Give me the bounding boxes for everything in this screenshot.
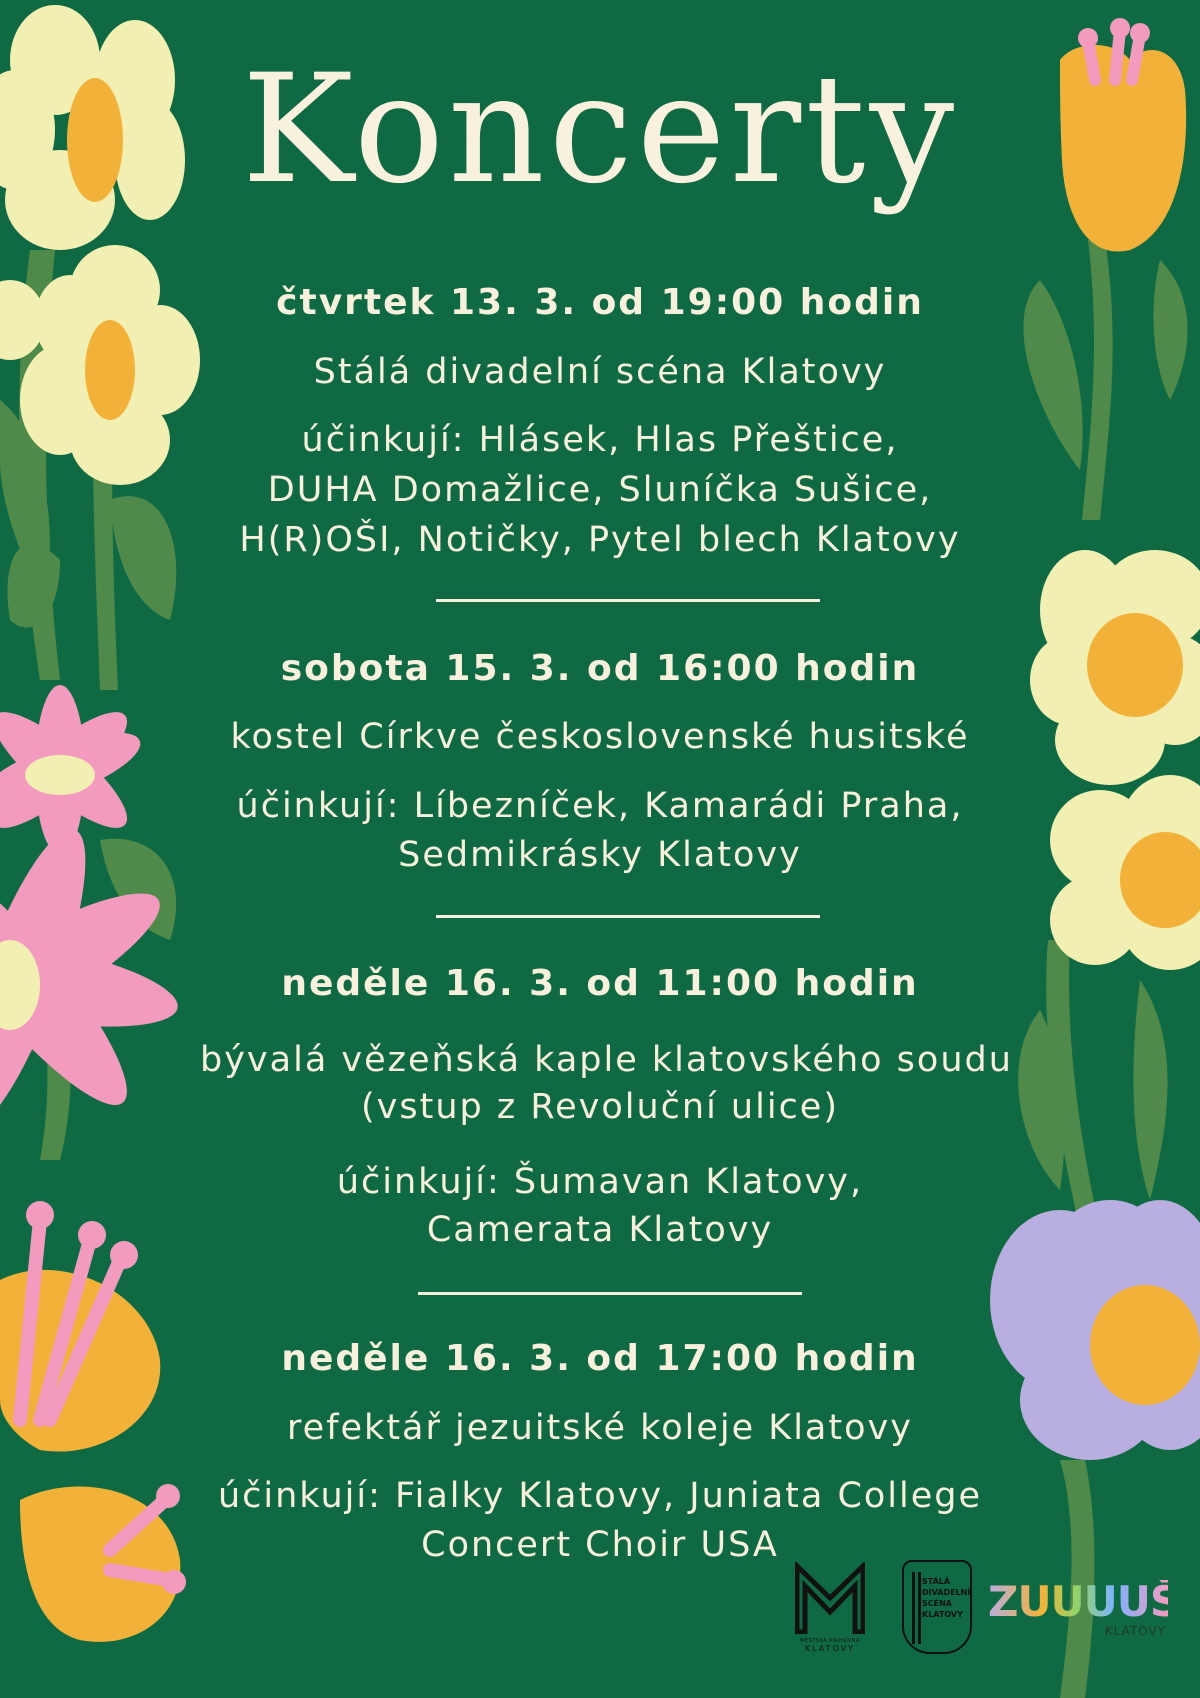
event-1-performers-line-2: DUHA Domažlice, Sluníčka Sušice, [267,470,933,510]
event-4-performers-line-1: účinkují: Fialky Klatovy, Juniata College [217,1476,983,1516]
event-1-venue: Stálá divadelní scéna Klatovy [313,352,887,392]
theatre-logo-line-4: KLATOVY [922,1610,963,1619]
event-3-venue-line-2: (vstup z Revoluční ulice) [361,1087,839,1127]
theatre-logo-pencil-icon [912,1572,915,1644]
event-3-heading: neděle 16. 3. od 11:00 hodin [281,963,919,1004]
poster-title: Koncerty [241,43,959,217]
event-4-venue: refektář jezuitské koleje Klatovy [287,1408,913,1448]
zuuuus-logo-sub: KLATOVY [1104,1624,1166,1638]
zuuuus-logo-word: ZUUUUŠ [988,1577,1180,1626]
zuuuus-logo [988,1577,1180,1650]
divider-1 [436,599,820,602]
theatre-logo-line-3: SCÉNA [922,1599,952,1608]
event-2-performers-line-2: Sedmikrásky Klatovy [398,835,802,875]
theatre-logo-line-1: STÁLÁ [922,1577,951,1586]
right-cream-daisy-top [1030,550,1200,785]
left-cream-daisy-top [0,5,185,250]
event-3-performers-line-1: účinkují: Šumavan Klatovy, [336,1162,864,1202]
right-yellow-tulip [1060,18,1186,252]
event-2-heading: sobota 15. 3. od 16:00 hodin [280,648,920,689]
library-logo-caption-1: MĚSTSKÁ KNIHOVNA [800,1638,860,1644]
library-logo-mark-icon [795,1562,865,1634]
event-4-performers-line-2: Concert Choir USA [421,1525,779,1565]
event-3-performers-line-2: Camerata Klatovy [426,1210,774,1250]
library-logo [795,1562,865,1654]
event-1-heading: čtvrtek 13. 3. od 19:00 hodin [276,282,924,323]
event-4-heading: neděle 16. 3. od 17:00 hodin [281,1338,919,1379]
event-3-venue-line-1: bývalá vězeňská kaple klatovského soudu [200,1040,1013,1080]
library-logo-caption-2: KLATOVY [804,1644,856,1653]
right-cream-daisy-middle [1050,775,1200,970]
theatre-logo-line-2: DIVADELNÍ [922,1588,971,1597]
divider-2 [436,915,820,918]
event-1-performers-line-3: H(R)OŠI, Notičky, Pytel blech Klatovy [239,520,961,560]
event-1-performers-line-1: účinkují: Hlásek, Hlas Přeštice, [301,420,899,460]
event-2-performers-line-1: účinkují: Líbezníček, Kamarádi Praha, [236,786,964,826]
theatre-logo [902,1560,972,1654]
divider-3 [418,1292,802,1295]
theatre-logo-pencil-icon [918,1572,921,1644]
left-yellow-lily [0,1201,186,1642]
event-2-venue: kostel Církve československé husitské [230,717,970,757]
